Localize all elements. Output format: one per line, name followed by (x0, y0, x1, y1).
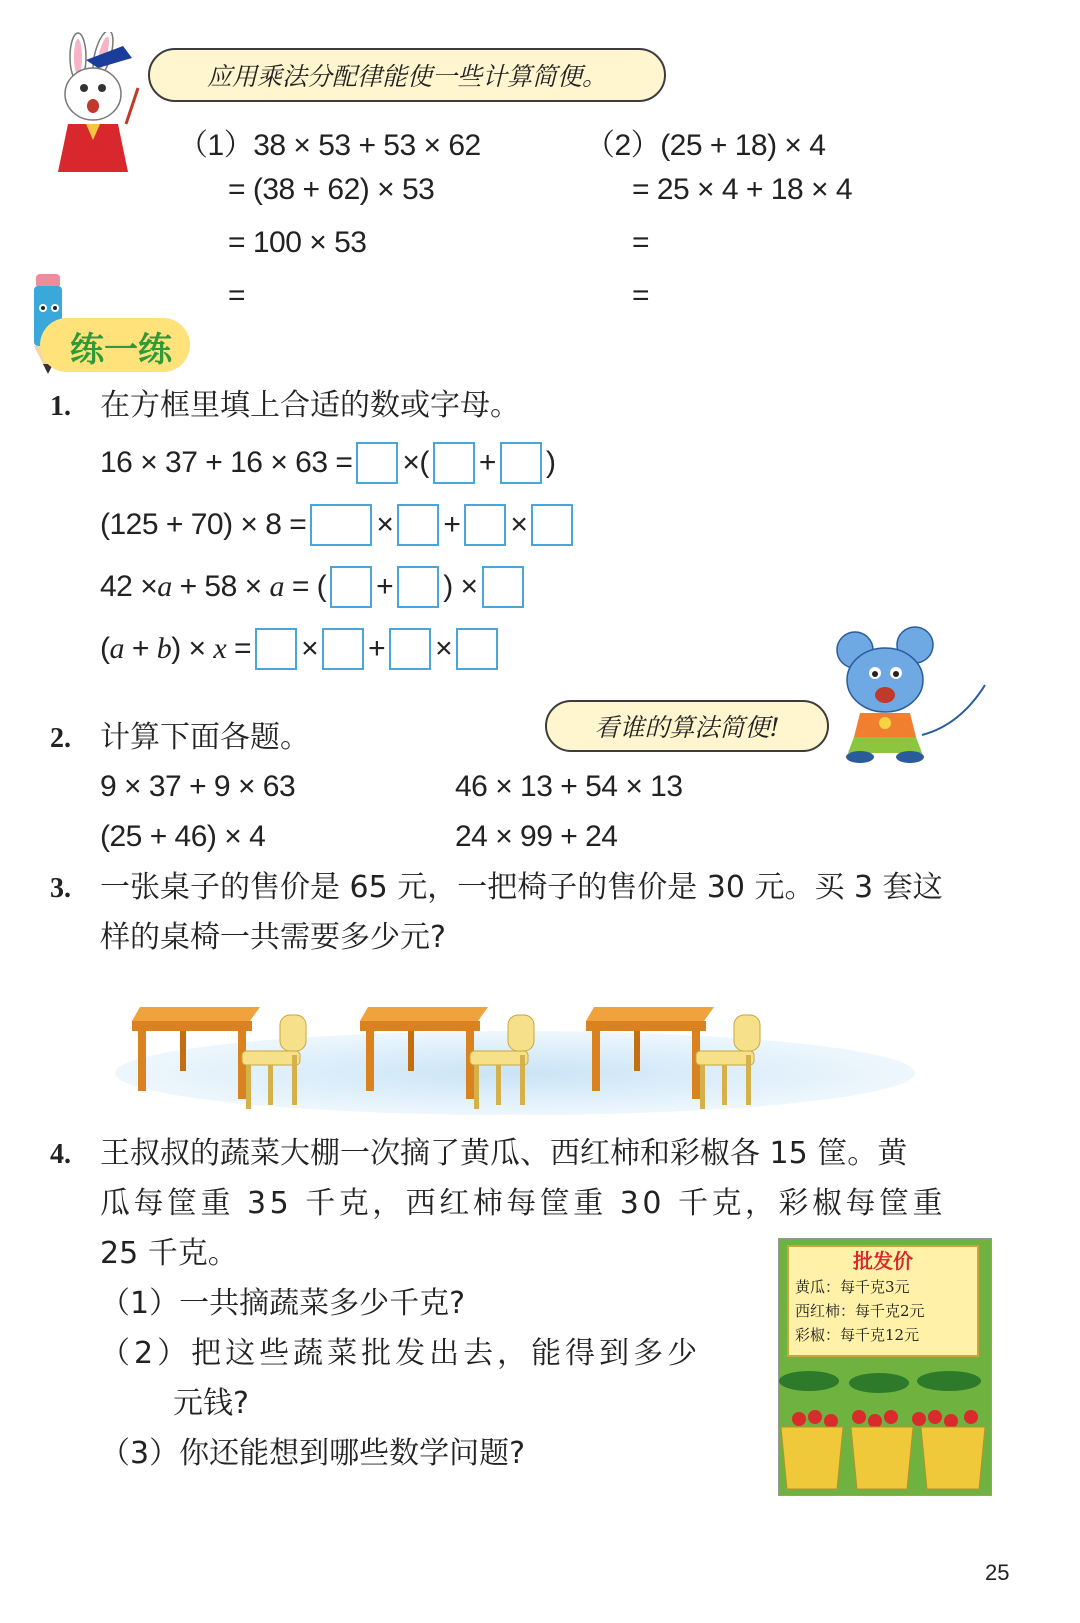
fill-row-4-plus-op: + (124, 632, 157, 665)
mouse-speech-text: 看谁的算法简便! (594, 713, 780, 742)
example-2-step-3: = (632, 226, 650, 259)
mouse-mascot-illustration (830, 625, 990, 765)
question-4-line-3: 25 千克。 (100, 1236, 238, 1271)
question-3-number: 3. (50, 873, 71, 904)
q2-item-2: 46 × 13 + 54 × 13 (455, 770, 683, 803)
rabbit-speech-text: 应用乘法分配律能使一些计算简便。 (206, 62, 607, 91)
example-2-step-2: = 25 × 4 + 18 × 4 (632, 173, 853, 206)
answer-box[interactable] (500, 442, 542, 484)
fill-row-3-part-1: 42 × (100, 570, 158, 603)
answer-box[interactable] (356, 442, 398, 484)
fill-row-2-expr: (125 + 70) × 8 = (100, 508, 307, 541)
fill-row-2 (100, 502, 577, 548)
question-1-text: 在方框里填上合适的数或字母。 (100, 388, 520, 423)
price-sign (787, 1245, 979, 1357)
fill-row-4-plus: + (368, 632, 386, 665)
question-4-sub-3: （3）你还能想到哪些数学问题? (100, 1436, 526, 1471)
tables-and-chairs-illustration (110, 985, 920, 1125)
example-1-line-1: 38 × 53 + 53 × 62 (253, 129, 481, 162)
answer-box[interactable] (330, 566, 372, 608)
rabbit-teacher-illustration (48, 32, 143, 177)
fill-row-1-expr: 16 × 37 + 16 × 63 = (100, 446, 353, 479)
question-2-title (50, 720, 310, 756)
q2-item-3: (25 + 46) × 4 (100, 820, 266, 853)
q2-item-4: 24 × 99 + 24 (455, 820, 618, 853)
question-4-line-2: 瓜每筐重 35 千克，西红柿每筐重 30 千克，彩椒每筐重 (100, 1186, 946, 1221)
fill-row-3-eq: = ( (283, 570, 327, 603)
fill-row-3 (100, 564, 528, 610)
question-1-title (50, 388, 520, 424)
answer-box[interactable] (482, 566, 524, 608)
fill-row-2-times-2: × (510, 508, 528, 541)
fill-row-4-var-a: a (109, 632, 124, 665)
question-2-number: 2. (50, 723, 71, 754)
question-4-sub-2b: 元钱? (173, 1386, 249, 1421)
fill-row-2-plus: + (443, 508, 461, 541)
example-1-step-4: = (228, 279, 246, 312)
fill-row-1-close: ) (545, 446, 556, 479)
fill-row-3-var-a: a (157, 570, 172, 603)
answer-box[interactable] (397, 566, 439, 608)
question-3-text-1: 一张桌子的售价是 65 元，一把椅子的售价是 30 元。买 3 套这 (100, 870, 943, 905)
fill-row-3-close: ) × (443, 570, 478, 603)
question-3-line-1 (50, 870, 943, 906)
question-3-line-2: 样的桌椅一共需要多少元? (100, 920, 446, 955)
question-4-number: 4. (50, 1139, 71, 1170)
fill-row-3-var-a-2: a (269, 570, 284, 603)
example-1-step-2: = (38 + 62) × 53 (228, 173, 435, 206)
fill-row-4-eq: = (226, 632, 252, 665)
answer-box[interactable] (310, 504, 372, 546)
answer-box[interactable] (433, 442, 475, 484)
price-sign-row-2: 西红柿：每千克2元 (795, 1302, 925, 1320)
example-2-label: （2） (585, 129, 661, 162)
answer-box[interactable] (322, 628, 364, 670)
q2-item-1: 9 × 37 + 9 × 63 (100, 770, 296, 803)
fill-row-3-plus: + (376, 570, 394, 603)
question-4-text-1: 王叔叔的蔬菜大棚一次摘了黄瓜、西红柿和彩椒各 15 筐。黄 (100, 1136, 908, 1171)
example-1 (178, 120, 481, 164)
fill-row-4-var-x: x (213, 632, 227, 665)
vegetable-baskets-icon (779, 1359, 991, 1495)
example-2-step-4: = (632, 279, 650, 312)
wholesale-price-illustration (778, 1238, 992, 1496)
fill-row-2-times-1: × (376, 508, 394, 541)
question-4-sub-2a: （2）把这些蔬菜批发出去，能得到多少 (100, 1336, 702, 1371)
answer-box[interactable] (456, 628, 498, 670)
fill-row-4 (100, 626, 502, 672)
example-2 (585, 120, 825, 164)
question-2-text: 计算下面各题。 (100, 720, 310, 755)
fill-row-1-times: ×( (402, 446, 429, 479)
fill-row-4-times-1: × (301, 632, 319, 665)
mouse-speech-bubble (545, 700, 829, 752)
example-2-line-1: (25 + 18) × 4 (660, 129, 826, 162)
answer-box[interactable] (464, 504, 506, 546)
page-number: 25 (985, 1560, 1010, 1585)
answer-box[interactable] (397, 504, 439, 546)
price-sign-row-3: 彩椒：每千克12元 (795, 1326, 920, 1344)
fill-row-3-part-2: + 58 × (171, 570, 270, 603)
example-1-step-3: = 100 × 53 (228, 226, 367, 259)
fill-row-4-open: ( (100, 632, 110, 665)
answer-box[interactable] (255, 628, 297, 670)
question-1-number: 1. (50, 391, 71, 422)
answer-box[interactable] (531, 504, 573, 546)
price-sign-row-1: 黄瓜：每千克3元 (795, 1278, 910, 1296)
price-sign-title: 批发价 (853, 1249, 913, 1273)
example-1-label: （1） (178, 129, 254, 162)
fill-row-1-plus: + (478, 446, 496, 479)
answer-box[interactable] (389, 628, 431, 670)
fill-row-4-times-2: × (435, 632, 453, 665)
question-4-line-1 (50, 1136, 907, 1172)
rabbit-speech-bubble (148, 48, 666, 102)
fill-row-4-var-b: b (156, 632, 172, 665)
fill-row-4-close: ) × (171, 632, 214, 665)
question-4-sub-1: （1）一共摘蔬菜多少千克? (100, 1286, 466, 1321)
fill-row-1 (100, 440, 555, 486)
practice-header: 练一练 (70, 330, 172, 370)
